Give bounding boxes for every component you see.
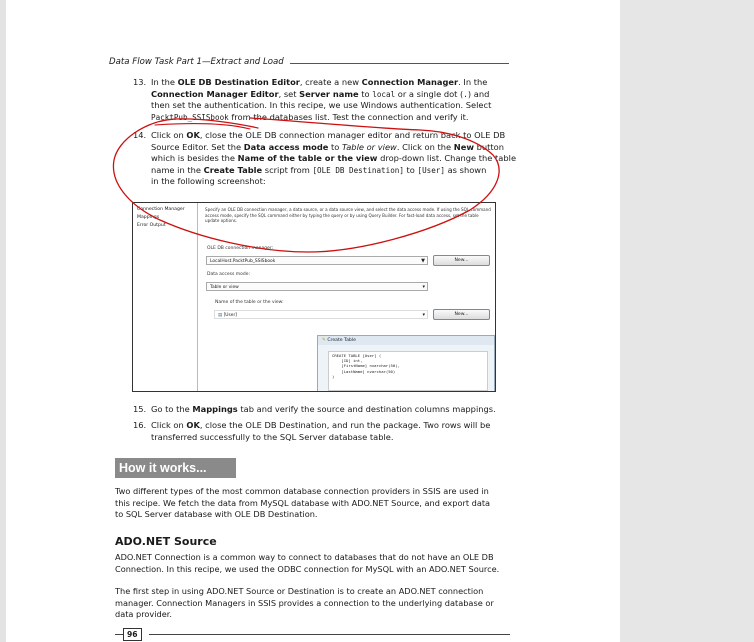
text: Connection. In this recipe, we used the ODBC connection for MySQL with an ADO.NET Source. — [115, 563, 500, 574]
text: to SQL Server database with OLE DB Destination. — [115, 509, 318, 520]
text: , set — [278, 88, 300, 99]
editor-description: Specify an OLE DB connection manager, a data source, or a data source view, and select the data access mode. If using the SQL command access mode, specify the SQL command either by typing the query or by using Query Builder. For fast-load data access, set the table update options. — [205, 207, 491, 224]
header-rule — [290, 63, 509, 64]
bold-text: Connection Manager Editor — [151, 88, 279, 99]
text: manager. Connection Managers in SSIS provides a connection to the underlying database or — [115, 597, 494, 608]
text: in the following screenshot: — [151, 176, 266, 187]
page-footer — [115, 628, 510, 640]
table-label: Name of the table or the view: — [215, 300, 284, 305]
text: ) and — [467, 88, 490, 99]
code-text: [OLE DB Destination] — [312, 165, 404, 175]
text: button — [474, 141, 505, 152]
dialog-title-bar — [318, 336, 494, 345]
dropdown-arrow-icon: ▾ — [422, 312, 425, 318]
text: Source Editor. Set the — [151, 141, 244, 152]
text: , create a new — [299, 77, 362, 87]
dialog-title: Create Table — [327, 338, 356, 343]
right-gray-pane — [620, 0, 754, 642]
step-body — [151, 404, 496, 416]
step-body — [151, 77, 491, 123]
conn-manager-select[interactable] — [206, 256, 428, 265]
code-text: [User] — [417, 165, 445, 175]
nav-item-error-output[interactable]: Error Output — [137, 223, 166, 228]
text: transferred successfully to the SQL Server database table. — [151, 431, 394, 442]
create-table-script[interactable]: CREATE TABLE [User] ( [ID] int, [FirstName] nvarchar(50), [LastName] nvarchar(50) ) — [328, 351, 488, 391]
text: . Click on the — [396, 141, 454, 152]
paragraph-2 — [115, 552, 515, 575]
bold-text: Mappings — [192, 404, 238, 414]
step-number: 13. — [133, 77, 147, 87]
step-body — [151, 420, 490, 443]
text: or a single dot ( — [395, 88, 464, 99]
footer-rule-left — [115, 634, 123, 635]
bold-text: OLE DB Destination Editor — [177, 77, 300, 87]
how-it-works-heading: How it works... — [115, 458, 236, 478]
dialog-icon: ✎ — [322, 338, 326, 343]
text: name in the — [151, 164, 204, 175]
text: ADO.NET Connection is a common way to connect to databases that do not have an OLE DB — [115, 552, 494, 562]
bold-text: OK — [186, 420, 200, 430]
paragraph-1 — [115, 486, 515, 521]
bold-text: Name of the table or the view — [237, 153, 378, 164]
access-mode-select[interactable] — [206, 282, 428, 291]
text: . In the — [458, 77, 488, 87]
footer-rule-right — [149, 634, 510, 635]
italic-text: Table or view — [342, 141, 397, 152]
text: , close the OLE DB connection manager editor and return back to OLE DB — [199, 130, 506, 140]
bold-text: Data access mode — [243, 141, 329, 152]
running-header — [109, 57, 509, 67]
text: In the — [151, 77, 178, 87]
text: Go to the — [151, 404, 193, 414]
editor-nav-pane — [133, 203, 198, 391]
bold-text: Connection Manager — [361, 77, 459, 87]
bold-text: Create Table — [203, 164, 263, 175]
header-title: Data Flow Task Part 1—Extract and Load — [109, 57, 284, 67]
text: then set the authentication. In this recipe, we use Windows authentication. Select — [151, 100, 492, 111]
text: Click on — [151, 130, 187, 140]
conn-label: OLE DB connection manager: — [207, 246, 274, 251]
embedded-screenshot — [132, 202, 496, 392]
text: data provider. — [115, 609, 173, 620]
mode-value: Table or view — [210, 285, 239, 290]
text: to — [403, 164, 418, 175]
table-name-select[interactable] — [214, 310, 428, 319]
new-table-button[interactable]: New... — [433, 309, 490, 320]
new-connection-button[interactable]: New... — [433, 255, 490, 266]
text: script from — [262, 164, 313, 175]
table-value: [User] — [223, 313, 237, 318]
text: , close the OLE DB Destination, and run the package. Two rows will be — [199, 420, 491, 430]
dropdown-arrow-icon: ▼ — [421, 258, 425, 264]
bold-text: New — [453, 141, 475, 152]
step-number: 16. — [133, 420, 147, 430]
code-text: . — [463, 89, 468, 99]
step-number: 14. — [133, 130, 147, 140]
page-number: 96 — [123, 628, 142, 641]
text: from the databases list. Test the connection and verify it. — [228, 111, 469, 122]
text: which is besides the — [151, 153, 238, 164]
step-body — [151, 130, 516, 188]
text: as shown — [444, 164, 487, 175]
code-text: PacktPub_SSISbook — [151, 112, 229, 122]
step-number: 15. — [133, 404, 147, 414]
text: to — [328, 141, 343, 152]
text: Click on — [151, 420, 187, 430]
conn-value: LocalHost.PacktPub_SSISbook — [210, 259, 276, 264]
text: to — [358, 88, 373, 99]
bold-text: OK — [186, 130, 200, 140]
ado-net-source-heading: ADO.NET Source — [115, 535, 217, 548]
table-icon: ▤ — [218, 313, 223, 318]
text: The first step in using ADO.NET Source or Destination is to create an ADO.NET connection — [115, 586, 484, 596]
text: this recipe. We fetch the data from MySQL database with ADO.NET Source, and export data — [115, 497, 491, 508]
nav-item-connection-manager[interactable]: Connection Manager — [137, 207, 185, 212]
text: tab and verify the source and destination columns mappings. — [237, 404, 496, 414]
paragraph-3 — [115, 586, 515, 621]
mode-label: Data access mode: — [207, 272, 251, 277]
text: drop-down list. Change the table — [377, 153, 517, 164]
create-table-dialog — [317, 335, 495, 392]
code-text: local — [372, 89, 396, 99]
nav-item-mappings[interactable]: Mappings — [137, 215, 160, 220]
text: Two different types of the most common database connection providers in SSIS are used in — [115, 486, 489, 496]
bold-text: Server name — [299, 88, 359, 99]
dropdown-arrow-icon: ▾ — [422, 284, 425, 290]
